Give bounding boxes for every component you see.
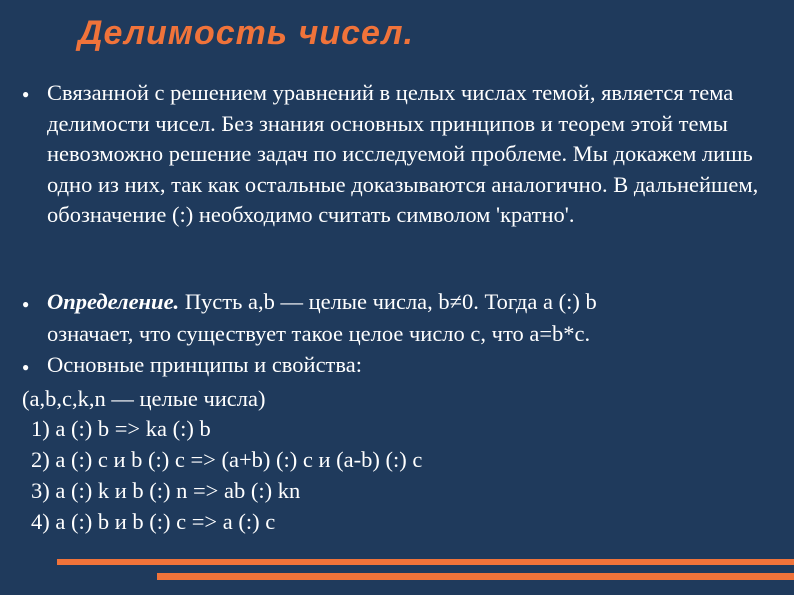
- slide-title: Делимость чисел.: [78, 14, 414, 52]
- accent-bar-bottom: [157, 573, 794, 580]
- variables-note: (a,b,c,k,n — целые числа): [22, 386, 266, 411]
- bullet-marker: ●: [22, 87, 30, 101]
- bullet-marker: ●: [22, 360, 30, 374]
- bullet-marker: ●: [22, 297, 30, 311]
- definition-line-2: означает, что существует такое целое число c, что a=b*c.: [47, 321, 591, 346]
- principles-heading: Основные принципы и свойства:: [47, 352, 362, 377]
- definition-text: Пусть a,b — целые числа, b≠0. Тогда a (:) b: [179, 289, 597, 314]
- intro-paragraph: Связанной с решением уравнений в целых числах темой, является тема делимости чисел. Без знания основных принципов и теорем этой темы невозможно решение задач по исследуемой проблеме. Мы докажем лишь одно из них, так как остальные доказываются аналогично. В дальнейшем, обозначение (:) необходимо считать символом 'кратно'.: [47, 80, 759, 227]
- rule-item: 2) a (:) c и b (:) c => (a+b) (:) c и (a-b) (:) c: [31, 447, 423, 472]
- rule-item: 1) a (:) b => ka (:) b: [31, 416, 211, 441]
- definition-label: Определение.: [47, 289, 180, 314]
- rule-item: 3) a (:) k и b (:) n => ab (:) kn: [31, 478, 301, 503]
- rule-item: 4) a (:) b и b (:) c => a (:) c: [31, 509, 276, 534]
- definition-line-1: [47, 287, 597, 317]
- accent-bar-top: [57, 559, 794, 565]
